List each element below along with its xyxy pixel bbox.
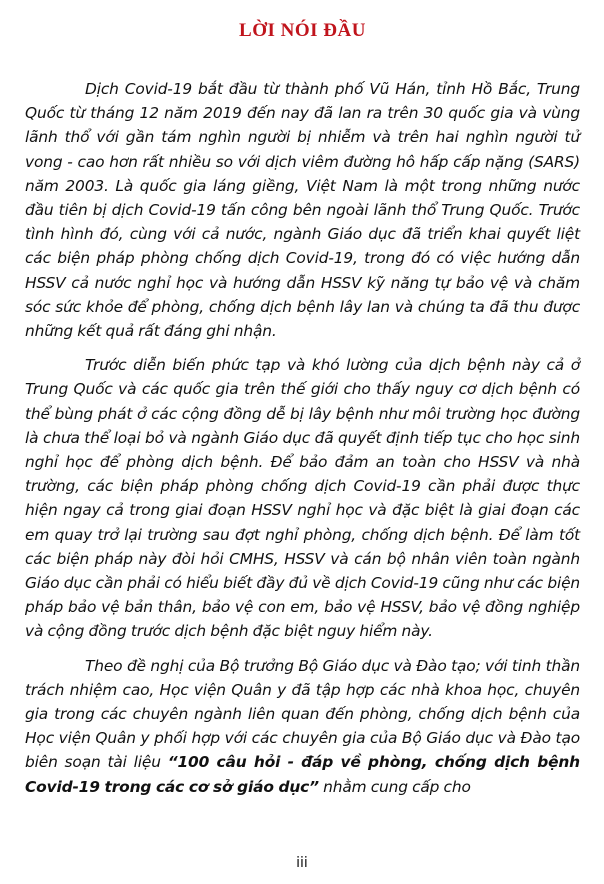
page-title: LỜI NÓI ĐẦU <box>239 20 366 41</box>
paragraph-3-text-after: nhằm cung cấp cho <box>318 777 471 796</box>
page-number: iii <box>296 855 308 871</box>
paragraph-1: Dịch Covid-19 bắt đầu từ thành phố Vũ Hán, tỉnh Hồ Bắc, Trung Quốc từ tháng 12 năm 2019 đến nay đã lan ra trên 30 quốc gia và vùng lãnh thổ với gần tám nghìn người bị nhiễm và trên hai nghìn người tử vong - cao hơn rất nhiều so với dịch viêm đường hô hấp cấp nặng (SARS) năm 2003. Là quốc gia láng giềng, Việt Nam là một trong những nước đầu tiên bị dịch Covid-19 tấn công bên ngoài lãnh thổ Trung Quốc. Trước tình hình đó, cùng với cả nước, ngành Giáo dục đã triển khai quyết liệt các biện pháp phòng chống dịch Covid-19, trong đó có việc hướng dẫn HSSV cả nước nghỉ học và hướng dẫn HSSV kỹ năng tự bảo vệ và chăm sóc sức khỏe để phòng, chống dịch bệnh lây lan và chúng ta đã thu được những kết quả rất đáng ghi nhận. <box>25 80 580 341</box>
document-title-reference: “100 câu hỏi - đáp về phòng, chống dịch bệnh Covid-19 trong các cơ sở giáo dục” <box>25 753 580 796</box>
paragraph-3-text-before: Theo đề nghị của Bộ trưởng Bộ Giáo dục và Đào tạo; với tinh thần trách nhiệm cao, Học viện Quân y đã tập hợp các nhà khoa học, chuyên gia trong các chuyên ngành liên quan đến phòng, chống dịch bệnh của Học viện Quân y phối hợp với các chuyên gia của Bộ Giáo dục và Đào tạo biên soạn tài liệu <box>25 656 580 772</box>
paragraph-2: Trước diễn biến phức tạp và khó lường của dịch bệnh này cả ở Trung Quốc và các quốc gia trên thế giới cho thấy nguy cơ dịch bệnh có thể bùng phát ở các cộng đồng dễ bị lây bệnh như môi trường học đường là chưa thể loại bỏ và ngành Giáo dục đã quyết định tiếp tục cho học sinh nghỉ học để phòng dịch bệnh. Để bảo đảm an toàn cho HSSV và nhà trường, các biện pháp phòng chống dịch Covid-19 cần phải được thực hiện ngay cả trong giai đoạn HSSV nghỉ học và đặc biệt là giai đoạn các em quay trở lại trường sau đợt nghỉ phòng, chống dịch bệnh. Để làm tốt các biện pháp này đòi hỏi CMHS, HSSV và cán bộ nhân viên toàn ngành Giáo dục cần phải có hiểu biết đầy đủ về dịch Covid-19 cũng như các biện pháp bảo vệ bản thân, bảo vệ con em, bảo vệ HSSV, bảo vệ đồng nghiệp và cộng đồng trước dịch bệnh đặc biệt nguy hiểm này. <box>25 356 580 641</box>
paragraph-3 <box>25 654 580 799</box>
